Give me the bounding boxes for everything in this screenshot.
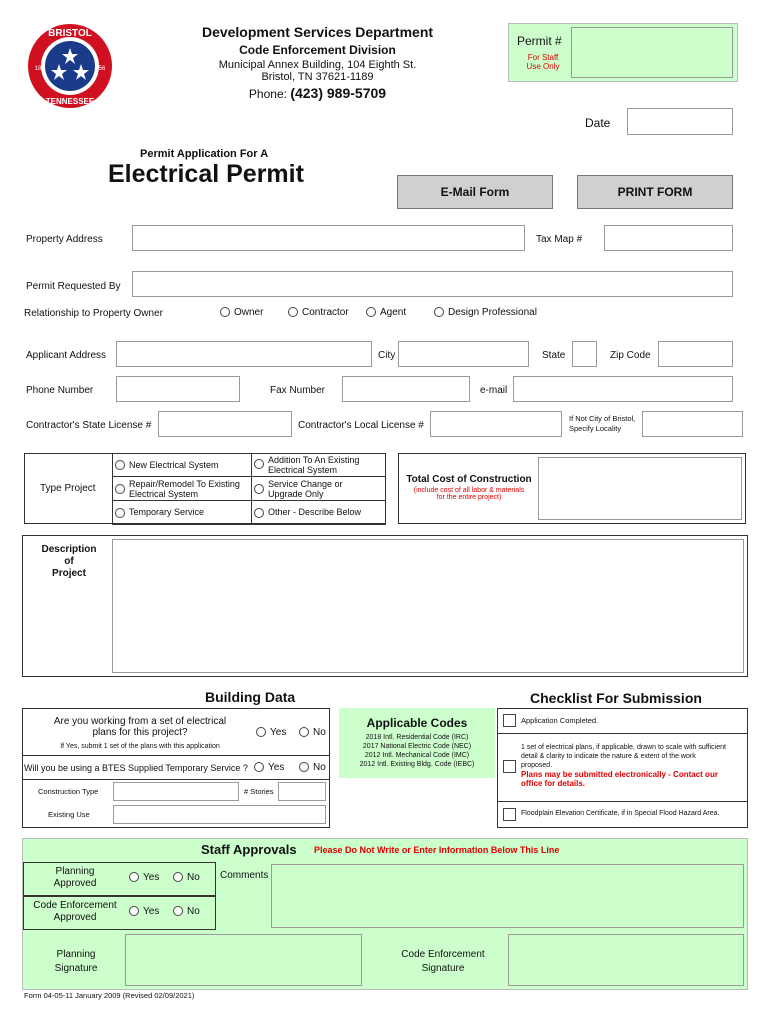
description-field[interactable] [112, 539, 744, 673]
page-title: Electrical Permit [108, 160, 304, 188]
applicable-codes-box [339, 708, 495, 778]
plans-checklist-text-2: detail & clarity to indicate the nature & extent of the work [521, 753, 696, 760]
applicant-address-field[interactable] [116, 341, 372, 367]
total-cost-note: (include cost of all labor & materials [413, 487, 525, 494]
contractor-radio[interactable] [288, 307, 298, 317]
date-field[interactable] [627, 108, 733, 135]
code-signature-label-2: Signature [421, 963, 465, 974]
applicable-codes-title: Applicable Codes [366, 716, 468, 730]
relationship-label: Relationship to Property Owner [24, 308, 163, 319]
code-yes-radio[interactable] [129, 906, 139, 916]
new-system-label: New Electrical System [129, 459, 219, 470]
code-signature-label: Code Enforcement [401, 949, 485, 960]
comments-label: Comments [220, 870, 269, 881]
staff-warning: Please Do Not Write or Enter Information Below This Line [314, 845, 560, 855]
description-label-3: Project [52, 568, 86, 579]
temp-service-no-radio[interactable] [299, 762, 309, 772]
code-iebc: 2012 Intl. Existing Bldg. Code (IEBC) [359, 761, 475, 768]
planning-yes-radio[interactable] [129, 872, 139, 882]
agent-radio[interactable] [366, 307, 376, 317]
total-cost-note-2: for the entire project) [436, 494, 502, 501]
total-cost-field[interactable] [538, 457, 742, 520]
staff-approvals-title: Staff Approvals [201, 842, 297, 857]
relationship-agent[interactable] [366, 307, 406, 318]
code-imc: 2012 Intl. Mechanical Code (IMC) [364, 752, 470, 759]
planning-signature-field[interactable] [125, 934, 362, 986]
planning-no-radio[interactable] [173, 872, 183, 882]
divider [497, 801, 748, 802]
comments-field[interactable] [271, 864, 744, 928]
addition-radio[interactable] [254, 459, 264, 469]
owner-radio[interactable] [220, 307, 230, 317]
relationship-design-professional[interactable] [434, 307, 537, 318]
type-project-label: Type Project [40, 483, 96, 494]
permit-label: Permit # [517, 34, 562, 48]
city-field[interactable] [398, 341, 529, 367]
planning-signature-label-2: Signature [54, 963, 98, 974]
application-completed-checkbox[interactable] [503, 714, 516, 727]
permit-number-box [508, 23, 738, 82]
new-system-radio[interactable] [115, 460, 125, 470]
divider [22, 779, 330, 780]
permit-requested-by-field[interactable] [132, 271, 733, 297]
department-name: Development Services Department [201, 24, 434, 40]
service-change-label: Service Change or [268, 478, 343, 489]
building-data-title: Building Data [205, 689, 296, 705]
locality-field[interactable] [642, 411, 743, 437]
property-address-label: Property Address [26, 234, 103, 245]
code-irc: 2018 Intl. Residential Code (IRC) [365, 734, 469, 741]
agent-label: Agent [380, 307, 407, 318]
temp-service-no[interactable] [299, 762, 326, 773]
staff-note-2: Use Only [526, 62, 560, 71]
fax-number-label: Fax Number [270, 385, 326, 396]
temporary-service-radio[interactable] [115, 508, 125, 518]
tax-map-field[interactable] [604, 225, 733, 251]
zip-field[interactable] [658, 341, 733, 367]
temp-service-yes-radio[interactable] [254, 762, 264, 772]
contractor-label: Contractor [302, 307, 349, 318]
code-nec: 2017 National Electric Code (NEC) [362, 743, 472, 750]
other-label: Other - Describe Below [268, 507, 362, 518]
service-change-label-2: Upgrade Only [268, 488, 324, 499]
electronic-submission-note-2: office for details. [521, 779, 586, 788]
planning-no-label: No [187, 872, 200, 883]
date-label: Date [585, 116, 611, 130]
city-label: City [378, 350, 396, 361]
locality-note-2: Specify Locality [569, 424, 622, 433]
state-field[interactable] [572, 341, 597, 367]
application-completed-label: Application Completed. [521, 716, 599, 725]
svg-text:18: 18 [34, 66, 42, 72]
planning-no[interactable] [173, 872, 200, 883]
code-signature-field[interactable] [508, 934, 744, 986]
plans-no-label: No [313, 727, 326, 738]
plans-note: If Yes, submit 1 set of the plans with this application [60, 743, 220, 750]
code-yes[interactable] [129, 906, 159, 917]
phone-number-label: Phone Number [26, 385, 94, 396]
code-yes-label: Yes [143, 906, 160, 917]
email-field[interactable] [513, 376, 733, 402]
temp-service-question: Will you be using a BTES Supplied Temporary Service ? [24, 763, 248, 773]
addition-label-2: Electrical System [268, 465, 338, 475]
svg-text:56: 56 [98, 66, 106, 72]
local-license-label: Contractor's Local License # [298, 420, 424, 431]
construction-type-label: Construction Type [38, 787, 99, 796]
code-no-label: No [187, 906, 200, 917]
design-professional-label: Design Professional [448, 307, 537, 318]
plans-no[interactable] [299, 727, 326, 738]
staff-note: For Staff [527, 53, 559, 62]
zip-label: Zip Code [610, 350, 651, 361]
repair-label-2: Electrical System [129, 488, 199, 499]
permit-requested-by-label: Permit Requested By [26, 281, 121, 292]
fax-number-field[interactable] [342, 376, 470, 402]
state-license-field[interactable] [158, 411, 292, 437]
temp-service-yes[interactable] [254, 762, 284, 773]
office-city: Bristol, TN 37621-1189 [261, 71, 374, 83]
floodplain-checkbox[interactable] [503, 808, 516, 821]
description-label-2: of [64, 556, 74, 567]
other-radio[interactable] [254, 508, 264, 518]
code-approved-label: Code Enforcement [33, 900, 117, 911]
svg-text:TENNESSEE: TENNESSEE [45, 97, 95, 106]
title-prefix: Permit Application For A [140, 148, 269, 160]
existing-use-label: Existing Use [48, 810, 90, 819]
plans-yes[interactable] [256, 727, 286, 738]
plans-question-2: plans for this project? [92, 727, 188, 738]
plans-question: Are you working from a set of electrical [53, 716, 227, 727]
svg-text:BRISTOL: BRISTOL [48, 28, 92, 39]
permit-number-field[interactable] [571, 27, 733, 78]
print-form-button[interactable]: PRINT FORM [577, 175, 733, 209]
plans-yes-label: Yes [270, 727, 287, 738]
property-address-field[interactable] [132, 225, 525, 251]
applicant-address-label: Applicant Address [26, 350, 107, 361]
office-phone: (423) 989-5709 [290, 85, 387, 101]
floodplain-label: Floodplain Elevation Certificate, if in Special Flood Hazard Area. [521, 810, 720, 817]
state-license-label: Contractor's State License # [26, 420, 152, 431]
total-cost-label: Total Cost of Construction [406, 474, 532, 485]
temp-service-no-label: No [313, 762, 326, 773]
temp-service-yes-label: Yes [268, 762, 285, 773]
relationship-owner[interactable] [220, 307, 263, 318]
divider [22, 755, 330, 756]
design-professional-radio[interactable] [434, 307, 444, 317]
planning-yes-label: Yes [143, 872, 160, 883]
checklist-title: Checklist For Submission [530, 690, 702, 706]
phone-number-field[interactable] [116, 376, 240, 402]
plans-checklist-text: 1 set of electrical plans, if applicable, drawn to scale with sufficient [521, 744, 726, 751]
office-address: Municipal Annex Building, 104 Eighth St. [218, 59, 417, 71]
division-name: Code Enforcement Division [239, 43, 396, 57]
email-label: e-mail [480, 385, 508, 396]
code-approved-label-2: Approved [53, 912, 97, 923]
planning-yes[interactable] [129, 872, 159, 883]
repair-radio[interactable] [115, 484, 125, 494]
state-label: State [542, 350, 566, 361]
divider [497, 733, 748, 734]
local-license-field[interactable] [430, 411, 562, 437]
code-no-radio[interactable] [173, 906, 183, 916]
planning-approved-label-2: Approved [53, 878, 97, 889]
temporary-service-label: Temporary Service [129, 507, 205, 518]
planning-signature-label: Planning [56, 949, 96, 960]
plans-yes-radio[interactable] [256, 727, 266, 737]
code-no[interactable] [173, 906, 200, 917]
plans-checklist-text-3: proposed. [521, 762, 553, 769]
service-change-radio[interactable] [254, 484, 264, 494]
planning-approved-label: Planning [55, 866, 95, 877]
repair-label: Repair/Remodel To Existing [129, 478, 240, 489]
locality-note: If Not City of Bristol, [569, 414, 636, 423]
description-label: Description [41, 544, 97, 555]
relationship-contractor[interactable] [288, 307, 349, 318]
existing-use-field[interactable] [113, 805, 326, 824]
plans-submitted-checkbox[interactable] [503, 760, 516, 773]
phone-label: Phone: [248, 87, 287, 101]
stories-field[interactable] [278, 782, 326, 801]
tax-map-label: Tax Map # [536, 234, 583, 245]
plans-no-radio[interactable] [299, 727, 309, 737]
construction-type-field[interactable] [113, 782, 239, 801]
owner-label: Owner [234, 307, 264, 318]
stories-label: # Stories [244, 787, 274, 796]
email-form-button[interactable]: E-Mail Form [397, 175, 553, 209]
addition-label: Addition To An Existing [268, 455, 360, 465]
city-seal [26, 22, 114, 110]
electronic-submission-note: Plans may be submitted electronically - Contact our [521, 770, 718, 779]
form-footer: Form 04-05-11 January 2009 (Revised 02/09/2021) [24, 991, 195, 1000]
